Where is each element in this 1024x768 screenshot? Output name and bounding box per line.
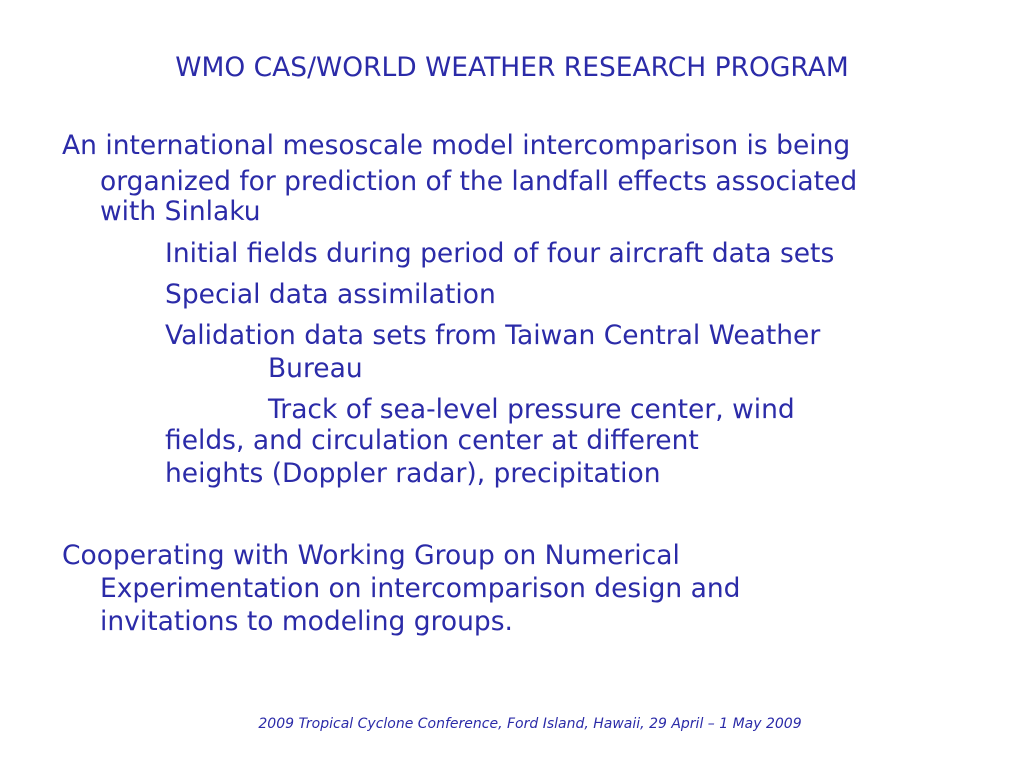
bullet-intercomparison-line-1: An international mesoscale model intercomparison is being xyxy=(62,130,851,161)
slide-title: WMO CAS/WORLD WEATHER RESEARCH PROGRAM xyxy=(175,52,849,83)
sub-item-track-line-2: fields, and circulation center at different xyxy=(165,425,699,456)
bullet-cooperation-line-2: Experimentation on intercomparison design and xyxy=(100,573,741,604)
bullet-intercomparison-line-3: with Sinlaku xyxy=(100,196,261,227)
sub-item-data-assimilation-text: Special data assimilation xyxy=(165,279,496,310)
sub-item-initial-fields-text: Initial fields during period of four aircraft data sets xyxy=(165,238,835,269)
sub-item-validation-line-2: Bureau xyxy=(268,353,363,384)
sub-item-track-line-3: heights (Doppler radar), precipitation xyxy=(165,458,661,489)
sub-item-validation-line-1: Validation data sets from Taiwan Central Weather xyxy=(165,320,821,351)
bullet-cooperation-line-1: Cooperating with Working Group on Numerical xyxy=(62,540,680,571)
sub-item-track-line-1: Track of sea-level pressure center, wind xyxy=(268,394,795,425)
slide-footer: 2009 Tropical Cyclone Conference, Ford Island, Hawaii, 29 April – 1 May 2009 xyxy=(258,716,802,732)
bullet-cooperation-line-3: invitations to modeling groups. xyxy=(100,606,513,637)
bullet-intercomparison-line-2: organized for prediction of the landfall effects associated xyxy=(100,166,858,197)
